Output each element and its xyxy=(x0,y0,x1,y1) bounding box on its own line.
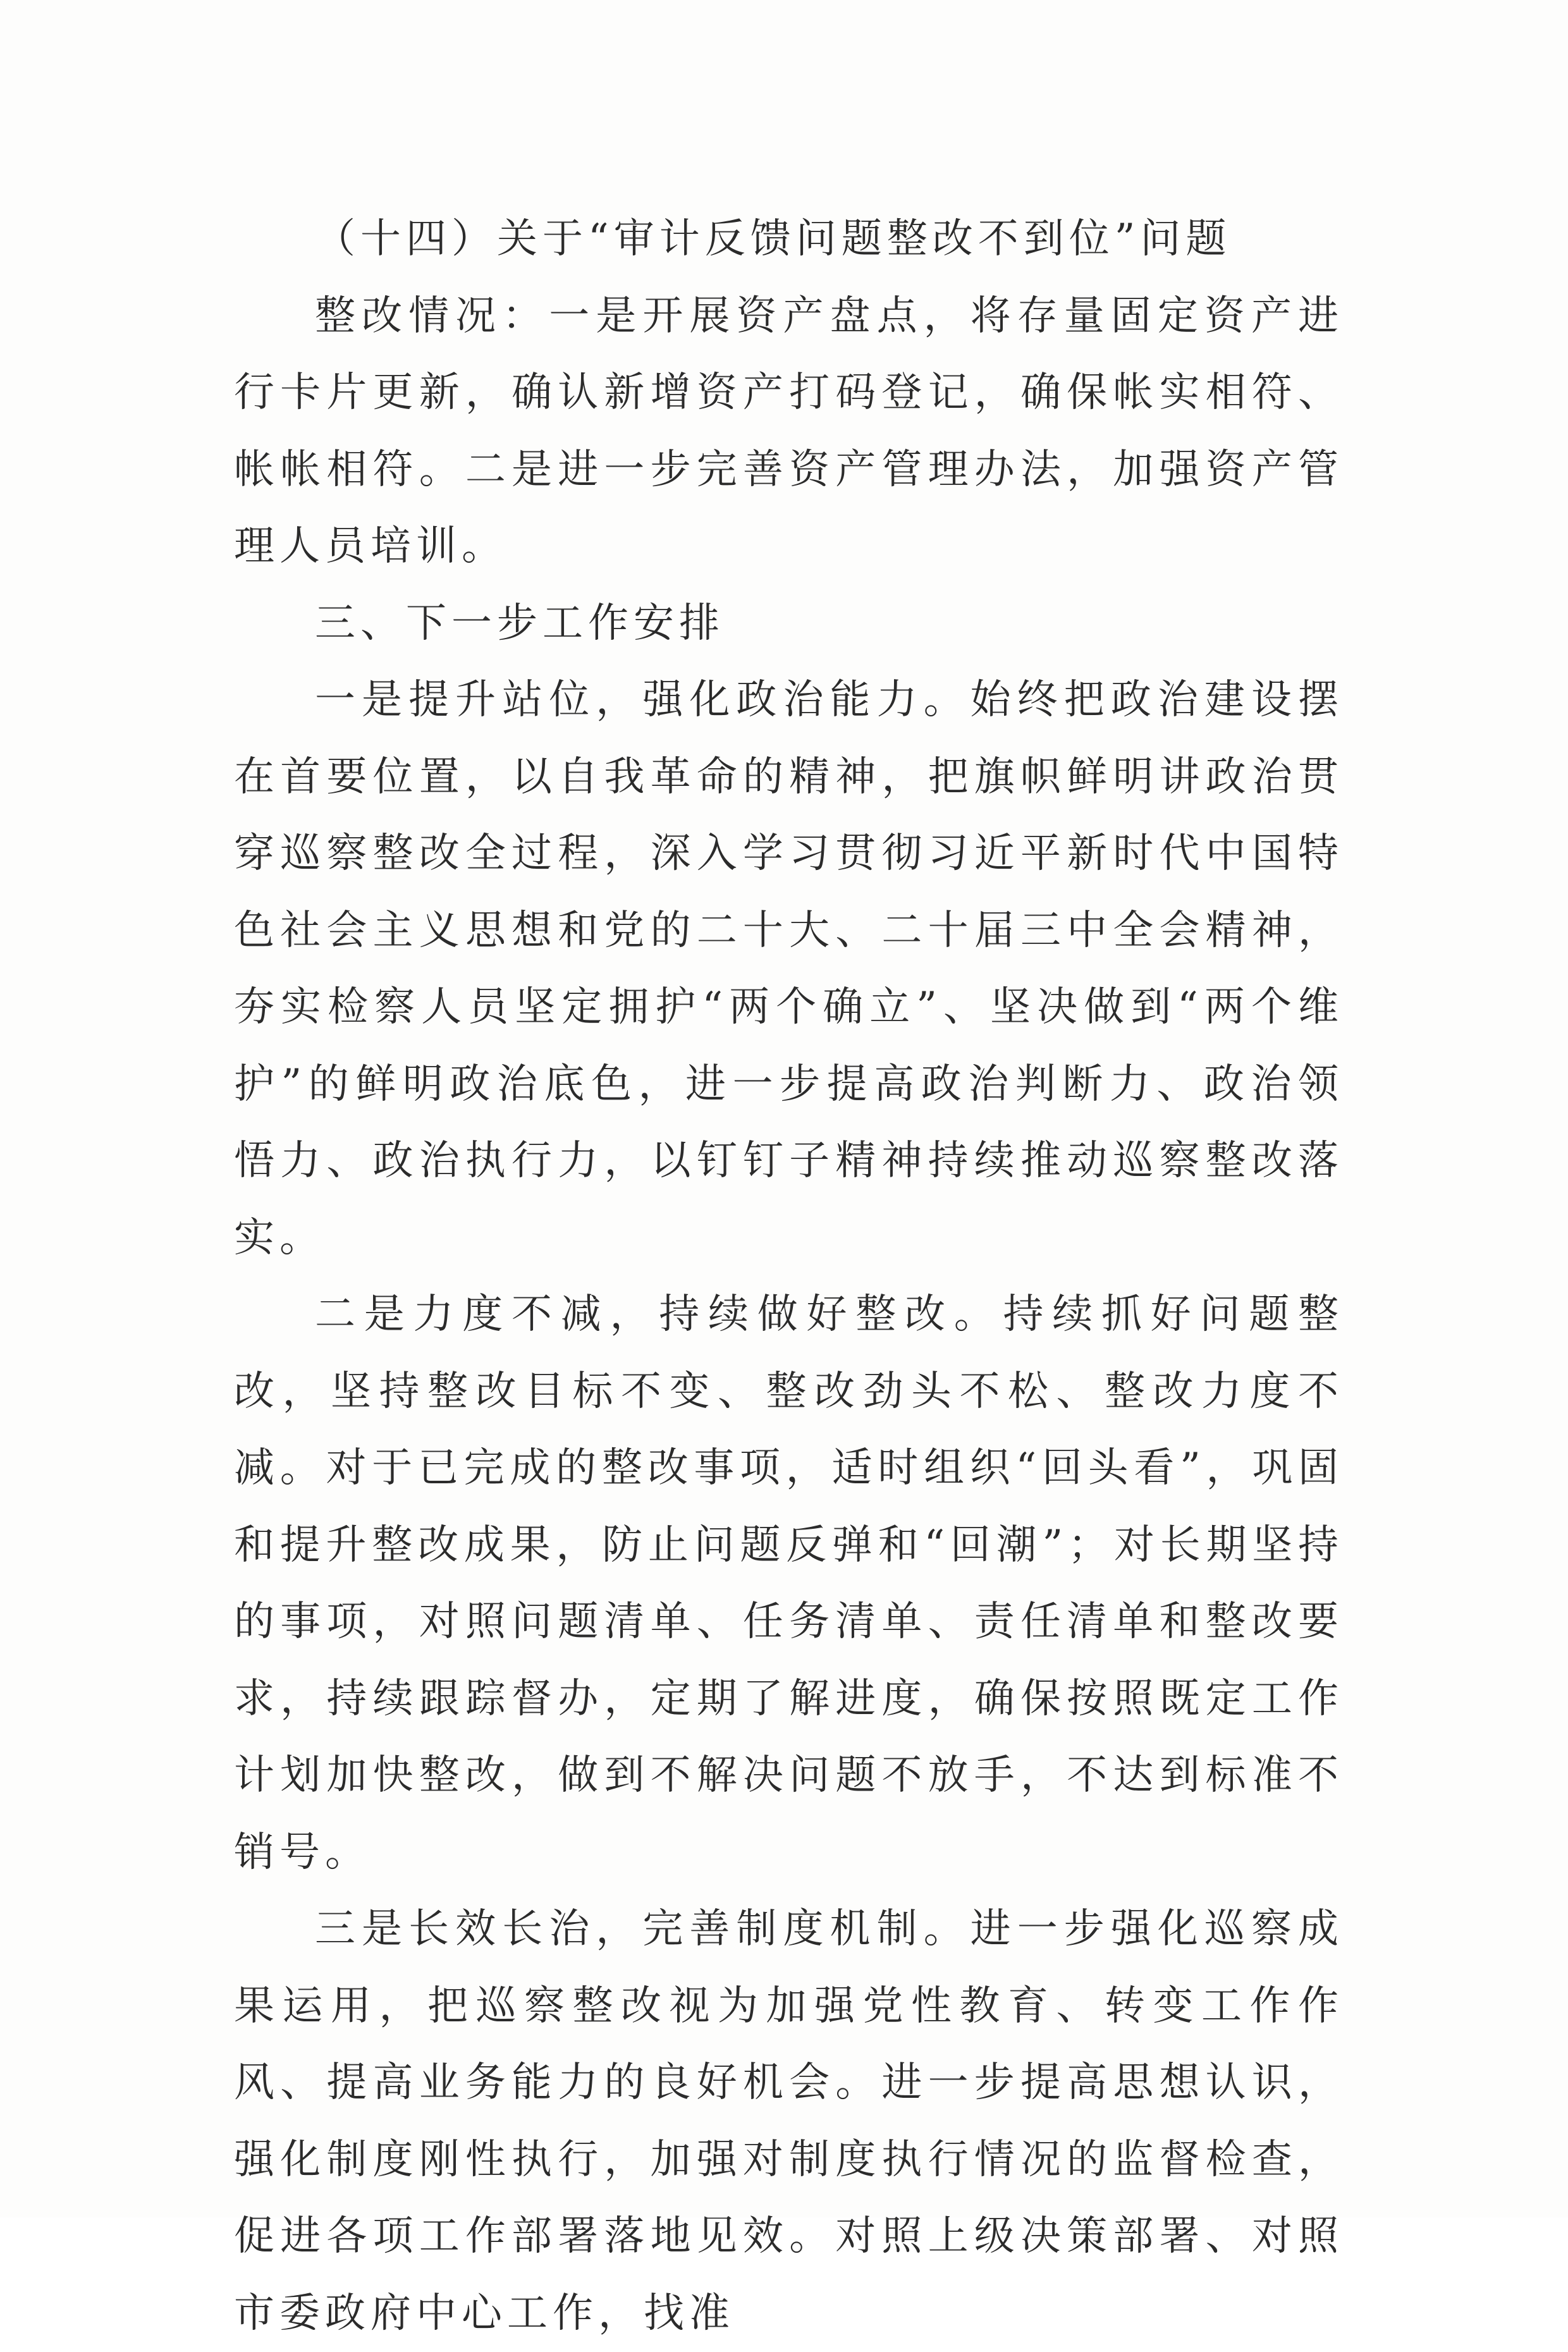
paragraph-text: 进一步强化巡察成果运用，把巡察整改视为加强党性教育、转变工作作风、提高业务能力的良好机会。进一步提高思想认识，强化制度刚性执行，加强对制度执行情况的监督检查，促进各项工作部署落地见效。对照上级决策部署、对照市委政府中心工作，找准 xyxy=(234,1906,1344,2337)
document-body xyxy=(234,201,1344,2352)
paragraph-rectification-status xyxy=(234,278,1344,585)
paragraph-step-one xyxy=(234,662,1344,1277)
paragraph-text: 整改情况：一是开展资产盘点，将存量固定资产进行卡片更新，确认新增资产打码登记，确保帐实相符、帐帐相符。二是进一步完善资产管理办法，加强资产管理人员培训。 xyxy=(234,292,1344,570)
heading-text: （十四）关于“审计反馈问题整改不到位”问题 xyxy=(315,216,1232,262)
paragraph-lead: 一是提升站位，强化政治能力。 xyxy=(315,677,971,723)
paragraph-step-three xyxy=(234,1891,1344,2352)
paragraph-lead: 三是长效长治，完善制度机制。 xyxy=(315,1906,971,1952)
paragraph-lead: 二是力度不减，持续做好整改。 xyxy=(315,1291,1003,1338)
paragraph-text: 持续抓好问题整改，坚持整改目标不变、整改劲头不松、整改力度不减。对于已完成的整改事项，适时组织“回头看”，巩固和提升整改成果，防止问题反弹和“回潮”；对长期坚持的事项，对照问题清单、任务清单、责任清单和整改要求，持续跟踪督办，定期了解进度，确保按照既定工作计划加快整改，做到不解决问题不放手，不达到标准不销号。 xyxy=(234,1291,1344,1876)
paragraph-step-two xyxy=(234,1277,1344,1891)
section-heading-14 xyxy=(234,201,1344,278)
heading-text: 三、下一步工作安排 xyxy=(315,599,725,647)
section-heading-next-steps xyxy=(234,585,1344,663)
paragraph-text: 始终把政治建设摆在首要位置，以自我革命的精神，把旗帜鲜明讲政治贯穿巡察整改全过程，深入学习贯彻习近平新时代中国特色社会主义思想和党的二十大、二十届三中全会精神，夯实检察人员坚定拥护“两个确立”、坚决做到“两个维护”的鲜明政治底色，进一步提高政治判断力、政治领悟力、政治执行力，以钉钉子精神持续推动巡察整改落实。 xyxy=(234,677,1344,1261)
